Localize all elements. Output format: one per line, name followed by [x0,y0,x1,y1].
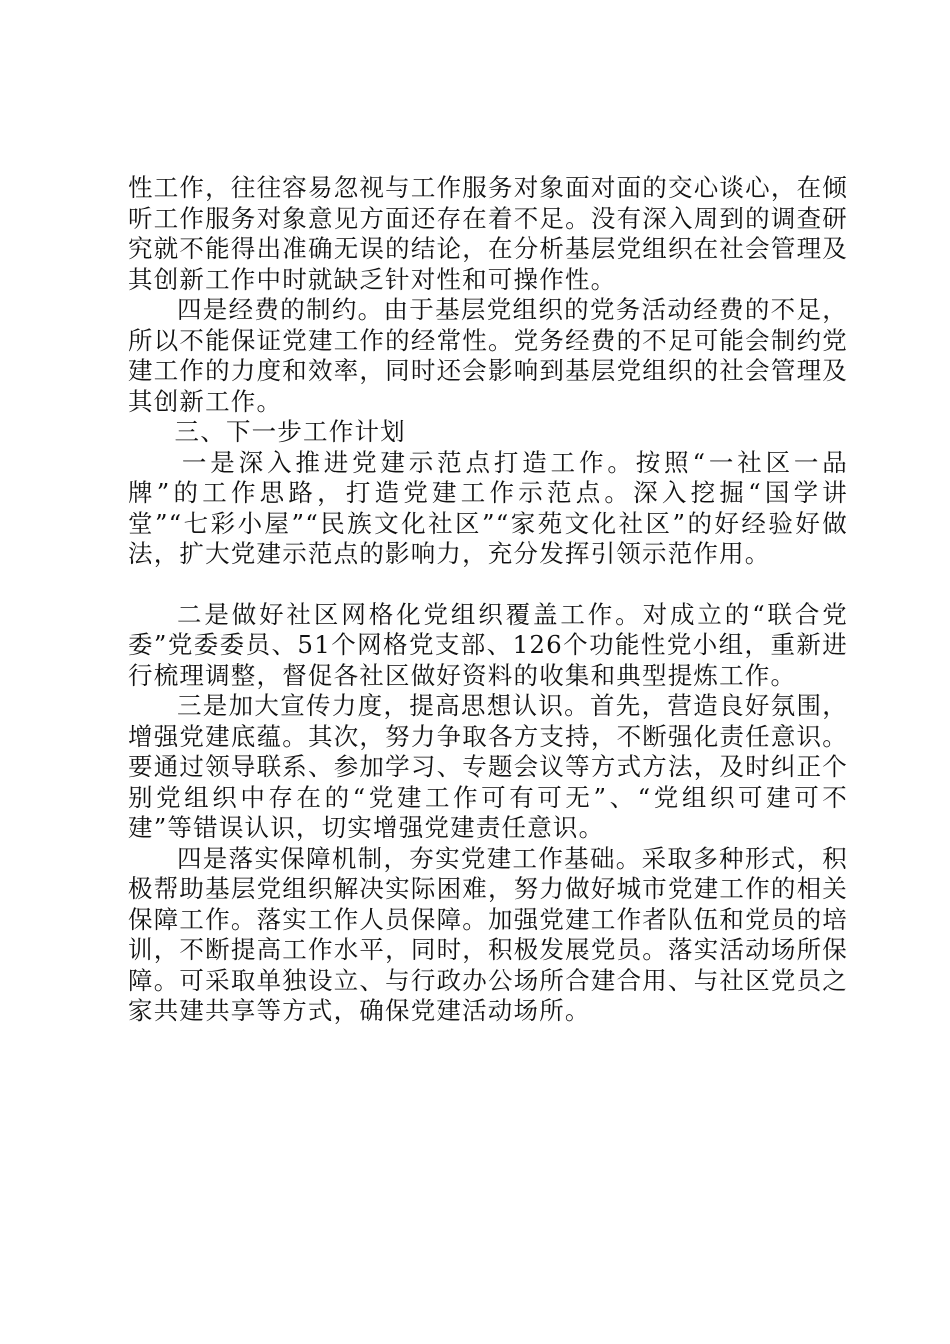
paragraph-plan-two: 二是做好社区网格化党组织覆盖工作。对成立的“联合党委”党委委员、51个网格党支部、126个功能性党小组，重新进行梳理调整，督促各社区做好资料的收集和典型提炼工作。 [128,599,848,690]
paragraph-plan-three: 三是加大宣传力度，提高思想认识。首先，营造良好氛围，增强党建底蕴。其次，努力争取各方支持，不断强化责任意识。要通过领导联系、参加学习、专题会议等方式方法，及时纠正个别党组织中存在的“党建工作可有可无”、“党组织可建可不建”等错误认识，切实增强党建责任意识。 [128,691,848,842]
paragraph-continuation: 性工作，往往容易忽视与工作服务对象面对面的交心谈心，在倾听工作服务对象意见方面还存在着不足。没有深入周到的调查研究就不能得出准确无误的结论，在分析基层党组织在社会管理及其创新工作中时就缺乏针对性和可操作性。 [128,173,848,294]
document-body [128,173,848,1027]
paragraph-funding-constraint: 四是经费的制约。由于基层党组织的党务活动经费的不足，所以不能保证党建工作的经常性。党务经费的不足可能会制约党建工作的力度和效率，同时还会影响到基层党组织的社会管理及其创新工作。 [128,295,848,416]
paragraph-plan-four: 四是落实保障机制，夯实党建工作基础。采取多种形式，积极帮助基层党组织解决实际困难，努力做好城市党建工作的相关保障工作。落实工作人员保障。加强党建工作者队伍和党员的培训，不断提高工作水平，同时，积极发展党员。落实活动场所保障。可采取单独设立、与行政办公场所合建合用、与社区党员之家共建共享等方式，确保党建活动场所。 [128,843,848,1025]
section-heading-next-steps: 三、下一步工作计划 [174,417,406,446]
paragraph-plan-one: 一是深入推进党建示范点打造工作。按照“一社区一品牌”的工作思路，打造党建工作示范点。深入挖掘“国学讲堂”“七彩小屋”“民族文化社区”“家苑文化社区”的好经验好做法，扩大党建示范点的影响力，充分发挥引领示范作用。 [128,447,848,568]
